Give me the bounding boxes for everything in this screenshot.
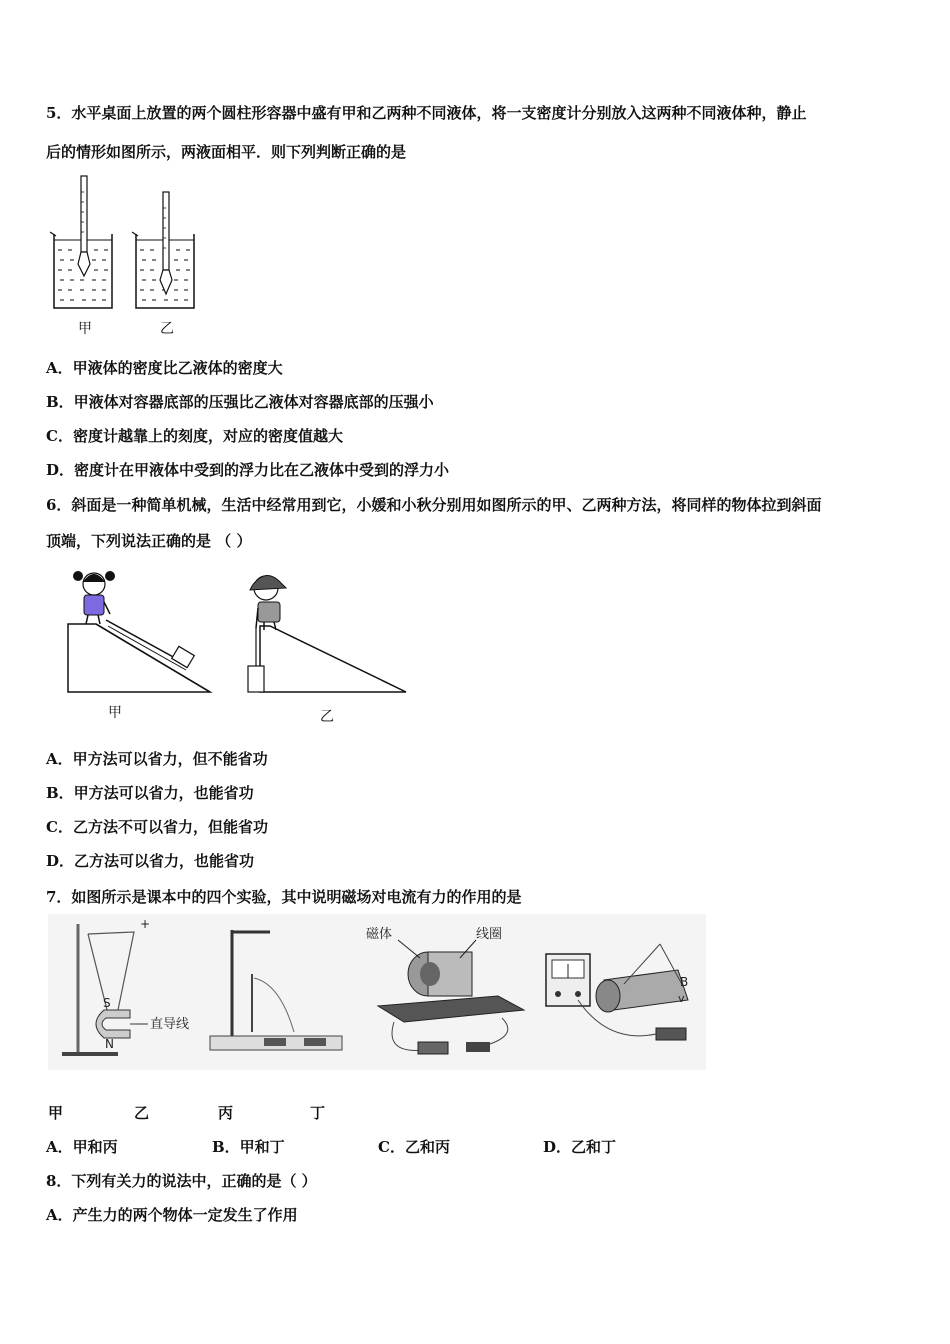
q7-pole-s: S — [103, 996, 111, 1010]
q6-stem-line1: 6．斜面是一种简单机械，生活中经常用到它，小媛和小秋分别用如图所示的甲、乙两种方法，将同样的物体拉到斜面 — [46, 496, 822, 514]
q7-panel-label-bing: 丙 — [218, 1104, 234, 1122]
q8-option-a[interactable]: A．产生力的两个物体一定发生了作用 — [46, 1206, 298, 1224]
q5-hydrometer-figure — [48, 172, 218, 342]
q7-panel-label-ding: 丁 — [310, 1104, 326, 1122]
q7-experiments-figure — [48, 914, 706, 1070]
q7-pole-n: N — [105, 1037, 114, 1051]
q6-stem-line2: 顶端，下列说法正确的是 （ ） — [46, 532, 252, 550]
q5-option-a[interactable]: A．甲液体的密度比乙液体的密度大 — [46, 359, 283, 377]
q7-panel-label-yi: 乙 — [134, 1104, 150, 1122]
q6-incline-figure — [60, 562, 420, 702]
q6-label-yi: 乙 — [320, 709, 334, 725]
q6-label-jia: 甲 — [108, 705, 122, 721]
q7-v-label: v — [678, 992, 685, 1005]
q7-plus: + — [140, 917, 151, 931]
q5-label-yi: 乙 — [160, 321, 174, 337]
q7-magnet-label: 磁体 — [366, 927, 393, 942]
q7-option-a[interactable]: A．甲和丙 — [46, 1138, 118, 1156]
q5-stem-line2: 后的情形如图所示，两液面相平．则下列判断正确的是 — [46, 143, 407, 161]
q7-option-d[interactable]: D．乙和丁 — [543, 1138, 617, 1156]
incline-jia — [68, 571, 210, 692]
q7-stem: 7．如图所示是课本中的四个实验，其中说明磁场对电流有力的作用的是 — [46, 888, 522, 906]
q6-option-c[interactable]: C．乙方法不可以省力，但能省功 — [46, 818, 268, 836]
q7-option-c[interactable]: C．乙和丙 — [378, 1138, 450, 1156]
q5-label-jia: 甲 — [78, 321, 92, 337]
q5-option-c[interactable]: C．密度计越靠上的刻度，对应的密度值越大 — [46, 427, 343, 445]
q5-option-b[interactable]: B．甲液体对容器底部的压强比乙液体对容器底部的压强小 — [46, 393, 434, 411]
q7-panel-label-jia: 甲 — [48, 1104, 64, 1122]
beaker-jia — [50, 176, 112, 308]
q7-wire-label: 直导线 — [150, 1017, 190, 1032]
q5-option-d[interactable]: D．密度计在甲液体中受到的浮力比在乙液体中受到的浮力小 — [46, 461, 450, 479]
q6-option-d[interactable]: D．乙方法可以省力，也能省功 — [46, 852, 255, 870]
q7-option-b[interactable]: B．甲和丁 — [212, 1138, 285, 1156]
q7-coil-label: 线圈 — [476, 927, 503, 942]
q7-b-label: B — [680, 975, 689, 989]
q6-option-b[interactable]: B．甲方法可以省力，也能省功 — [46, 784, 254, 802]
q8-stem: 8．下列有关力的说法中，正确的是（ ） — [46, 1172, 317, 1190]
incline-yi — [248, 575, 406, 692]
q5-stem-line1: 5．水平桌面上放置的两个圆柱形容器中盛有甲和乙两种不同液体，将一支密度计分别放入这两种不同液体种，静止 — [46, 104, 807, 122]
q6-option-a[interactable]: A．甲方法可以省力，但不能省功 — [46, 750, 268, 768]
beaker-yi — [132, 192, 194, 308]
